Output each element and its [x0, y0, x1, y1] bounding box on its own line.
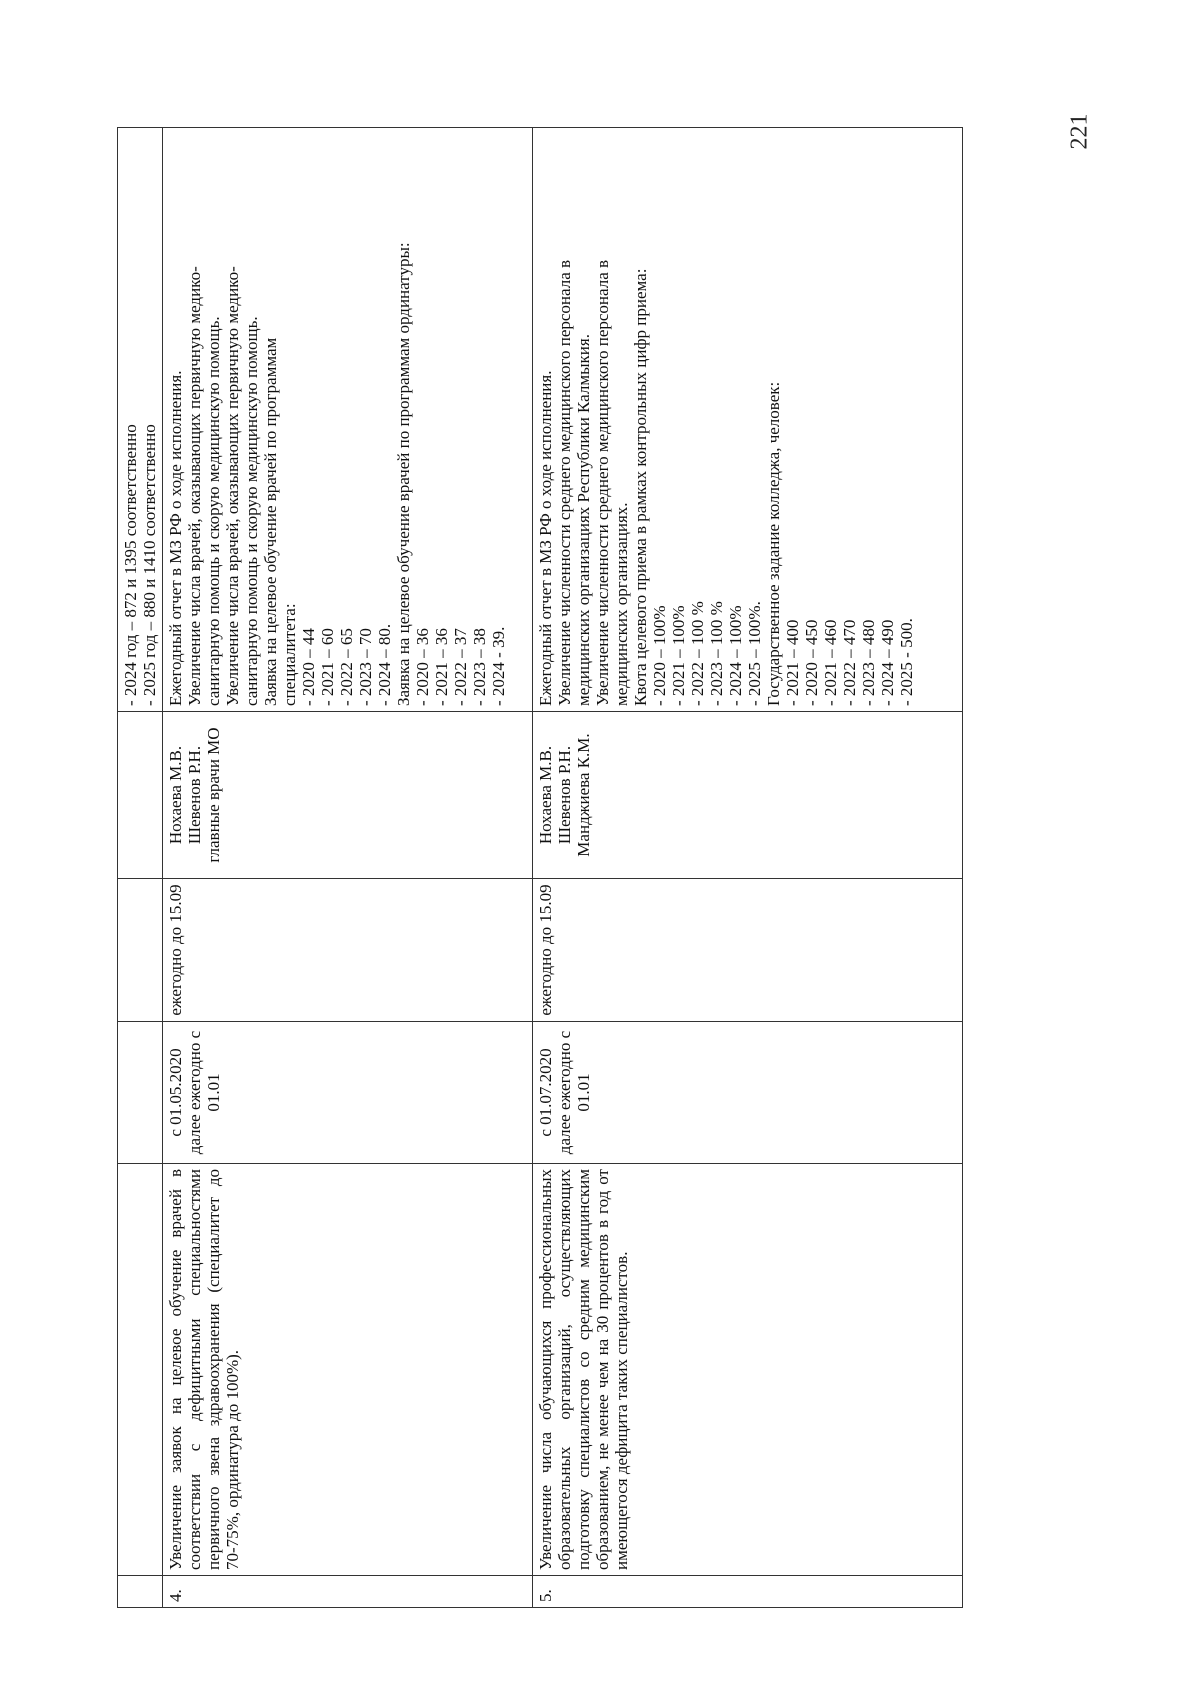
- cell-start: [118, 1022, 163, 1164]
- result-line: - 2023 – 38: [470, 628, 489, 706]
- result-line: Ежегодный отчет в МЗ РФ о ходе исполнения.: [166, 370, 185, 706]
- responsible-person: Нохаева М.В.: [166, 745, 185, 845]
- result-line: - 2024 – 80.: [375, 623, 394, 706]
- result-line: - 2020 – 44: [299, 628, 318, 706]
- result-line: - 2021 – 60: [318, 628, 337, 706]
- result-line: медицинских организациях Республики Калмыкия.: [574, 334, 593, 706]
- result-line: - 2022 – 37: [451, 628, 470, 706]
- result-line: - 2020 – 36: [413, 628, 432, 706]
- responsible-person: Нохаева М.В.: [536, 745, 555, 845]
- responsible-persons: [533, 712, 963, 879]
- responsible-persons: [163, 712, 533, 879]
- result-line: - 2022 – 100 %: [688, 601, 707, 706]
- task-text: Увеличение заявок на целевое обучение врачей в соответствии с дефицитными специальностями первичного звена здравоохранения (специалитет до 70-75%, ординатура до 100%).: [163, 1164, 533, 1576]
- result-line: - 2024 год – 872 и 1395 соответственно: [121, 424, 140, 706]
- deadline: ежегодно до 15.09: [163, 879, 533, 1022]
- result-line: санитарную помощь и скорую медицинскую помощь.: [204, 316, 223, 706]
- result-line: Увеличение числа врачей, оказывающих первичную медико-: [223, 266, 242, 706]
- result-line: Увеличение числа врачей, оказывающих первичную медико-: [185, 266, 204, 706]
- start-date: с 01.05.2020 далее ежегодно с 01.01: [163, 1022, 533, 1164]
- result-line: - 2022 – 65: [337, 628, 356, 706]
- responsible-person: Шевенов Р.Н.: [185, 745, 204, 845]
- deadline: ежегодно до 15.09: [533, 879, 963, 1022]
- result-line: санитарную помощь и скорую медицинскую помощь.: [242, 316, 261, 706]
- task-text: Увеличение числа обучающихся профессиональных образовательных организаций, осуществляющих подготовку специалистов со средним медицинским образованием, не менее чем на 30 процентов в год от имеющегося дефицита таких специалистов.: [533, 1164, 963, 1576]
- start-date: с 01.07.2020 далее ежегодно с 01.01: [533, 1022, 963, 1164]
- result-line: - 2023 – 100 %: [707, 601, 726, 706]
- result-line: Квота целевого приема в рамках контрольных цифр приема:: [631, 268, 650, 706]
- row-number: 5.: [533, 1576, 963, 1608]
- result-line: Государственное задание колледжа, человек:: [764, 381, 783, 706]
- result-line: - 2025 – 100%.: [745, 601, 764, 706]
- table-row-continuation: [118, 128, 163, 1608]
- result-line: - 2022 – 470: [840, 619, 859, 706]
- table-row: [163, 128, 533, 1608]
- result-line: - 2021 – 460: [821, 619, 840, 706]
- result-line: - 2023 – 70: [356, 628, 375, 706]
- cell-result: [118, 128, 163, 712]
- result-line: Заявка на целевое обучение врачей по программам ординатуры:: [394, 242, 413, 706]
- result-cell: [163, 128, 533, 712]
- result-line: - 2020 – 100%: [650, 605, 669, 706]
- responsible-person: главные врачи МО: [204, 727, 223, 863]
- row-number: 4.: [163, 1576, 533, 1608]
- cell-responsible: [118, 712, 163, 879]
- result-line: - 2025 - 500.: [897, 618, 916, 706]
- result-line: - 2021 – 100%: [669, 605, 688, 706]
- measures-table: [117, 127, 963, 1608]
- result-line: медицинских организациях.: [612, 502, 631, 706]
- result-line: Ежегодный отчет в МЗ РФ о ходе исполнения.: [536, 370, 555, 706]
- responsible-person: Манджиева К.М.: [574, 733, 593, 857]
- responsible-person: Шевенов Р.Н.: [555, 745, 574, 845]
- result-line: Увеличение численности среднего медицинского персонала в: [593, 259, 612, 706]
- result-line: - 2020 – 450: [802, 619, 821, 706]
- result-line: - 2024 – 490: [878, 619, 897, 706]
- cell-num: [118, 1576, 163, 1608]
- cell-end: [118, 879, 163, 1022]
- result-line: - 2024 – 100%: [726, 605, 745, 706]
- page-number: 221: [1066, 113, 1093, 150]
- result-line: - 2024 - 39.: [489, 626, 508, 706]
- rotated-table-wrapper: [117, 128, 943, 1608]
- result-line: - 2021 – 400: [783, 619, 802, 706]
- result-line: - 2025 год – 880 и 1410 соответственно: [140, 424, 159, 706]
- result-line: Заявка на целевое обучение врачей по программам: [261, 337, 280, 706]
- result-line: - 2023 – 480: [859, 619, 878, 706]
- result-line: специалитета:: [280, 603, 299, 706]
- result-line: Увеличение численности среднего медицинского персонала в: [555, 259, 574, 706]
- result-line: - 2021 – 36: [432, 628, 451, 706]
- result-cell: [533, 128, 963, 712]
- table-row: [533, 128, 963, 1608]
- cell-task: [118, 1164, 163, 1576]
